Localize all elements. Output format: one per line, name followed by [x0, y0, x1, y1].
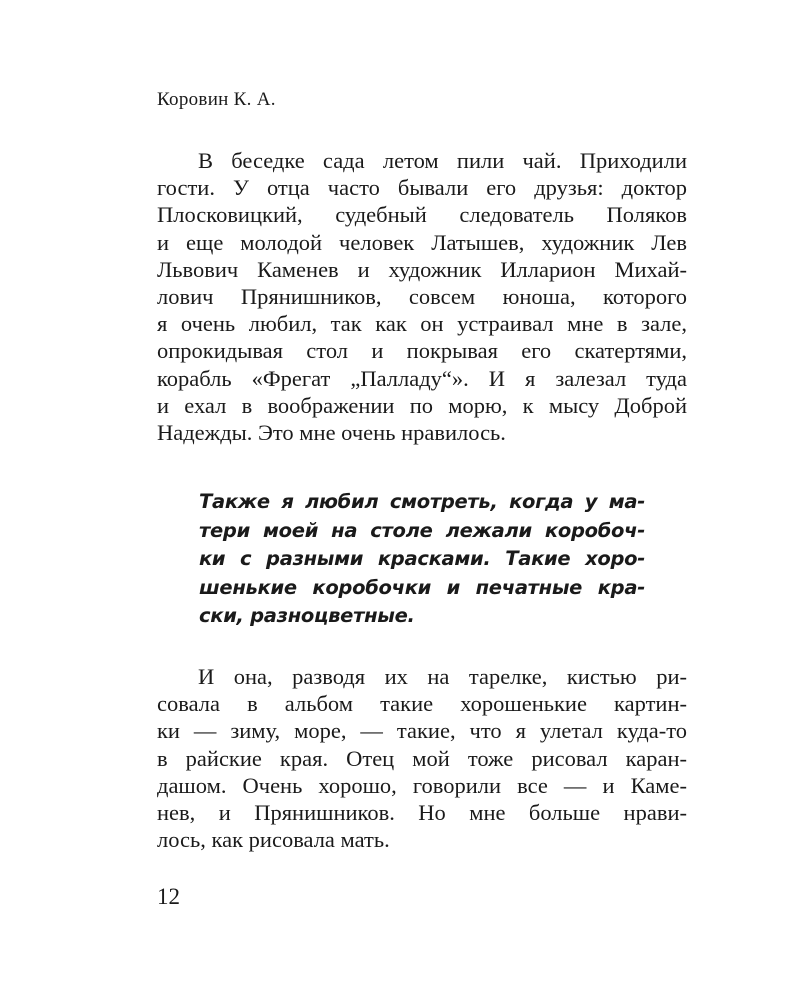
text-line: нев, и Прянишников. Но мне больше нрави-	[157, 799, 687, 825]
text-line: Плосковицкий, судебный следователь Поляков	[157, 202, 687, 228]
text-line: ки — зиму, море, — такие, что я улетал куда-то	[157, 718, 687, 744]
quote-block	[199, 488, 645, 631]
text-line: совала в альбом такие хорошенькие картин-	[157, 691, 687, 717]
paragraph-2	[157, 663, 687, 853]
quote-line: тери моей на столе лежали коробоч-	[199, 518, 645, 542]
text-line: я очень любил, так как он устраивал мне в зале,	[157, 311, 687, 337]
text-line: опрокидывая стол и покрывая его скатертями,	[157, 338, 687, 364]
quote-line: шенькие коробочки и печатные кра-	[199, 575, 645, 599]
quote-line: Также я любил смотреть, когда у ма-	[199, 490, 645, 513]
text-line: и еще молодой человек Латышев, художник Лев	[157, 229, 687, 255]
text-line: гости. У отца часто бывали его друзья: доктор	[157, 175, 687, 201]
running-head-author: Коровин К. А.	[157, 89, 276, 110]
page-number: 12	[157, 884, 180, 909]
text-line: дашом. Очень хорошо, говорили все — и Каме-	[157, 772, 687, 798]
text-line: И она, разводя их на тарелке, кистью ри-	[198, 664, 687, 689]
text-line: в райские края. Отец мой тоже рисовал каран-	[157, 745, 687, 771]
text-line: Надежды. Это мне очень нравилось.	[157, 419, 506, 445]
text-line: корабль «Фрегат „Палладу“». И я залезал туда	[157, 365, 687, 391]
text-line: В беседке сада летом пили чай. Приходили	[198, 148, 687, 173]
quote-line: ски, разноцветные.	[199, 604, 415, 627]
text-line: и ехал в воображении по морю, к мысу Доброй	[157, 392, 687, 418]
paragraph-1	[157, 147, 687, 446]
text-line: лось, как рисовала мать.	[157, 827, 390, 853]
quote-line: ки с разными красками. Такие хоро-	[199, 547, 645, 570]
text-line: лович Прянишников, совсем юноша, которого	[157, 283, 687, 309]
text-line: Львович Каменев и художник Илларион Михай-	[157, 256, 687, 282]
